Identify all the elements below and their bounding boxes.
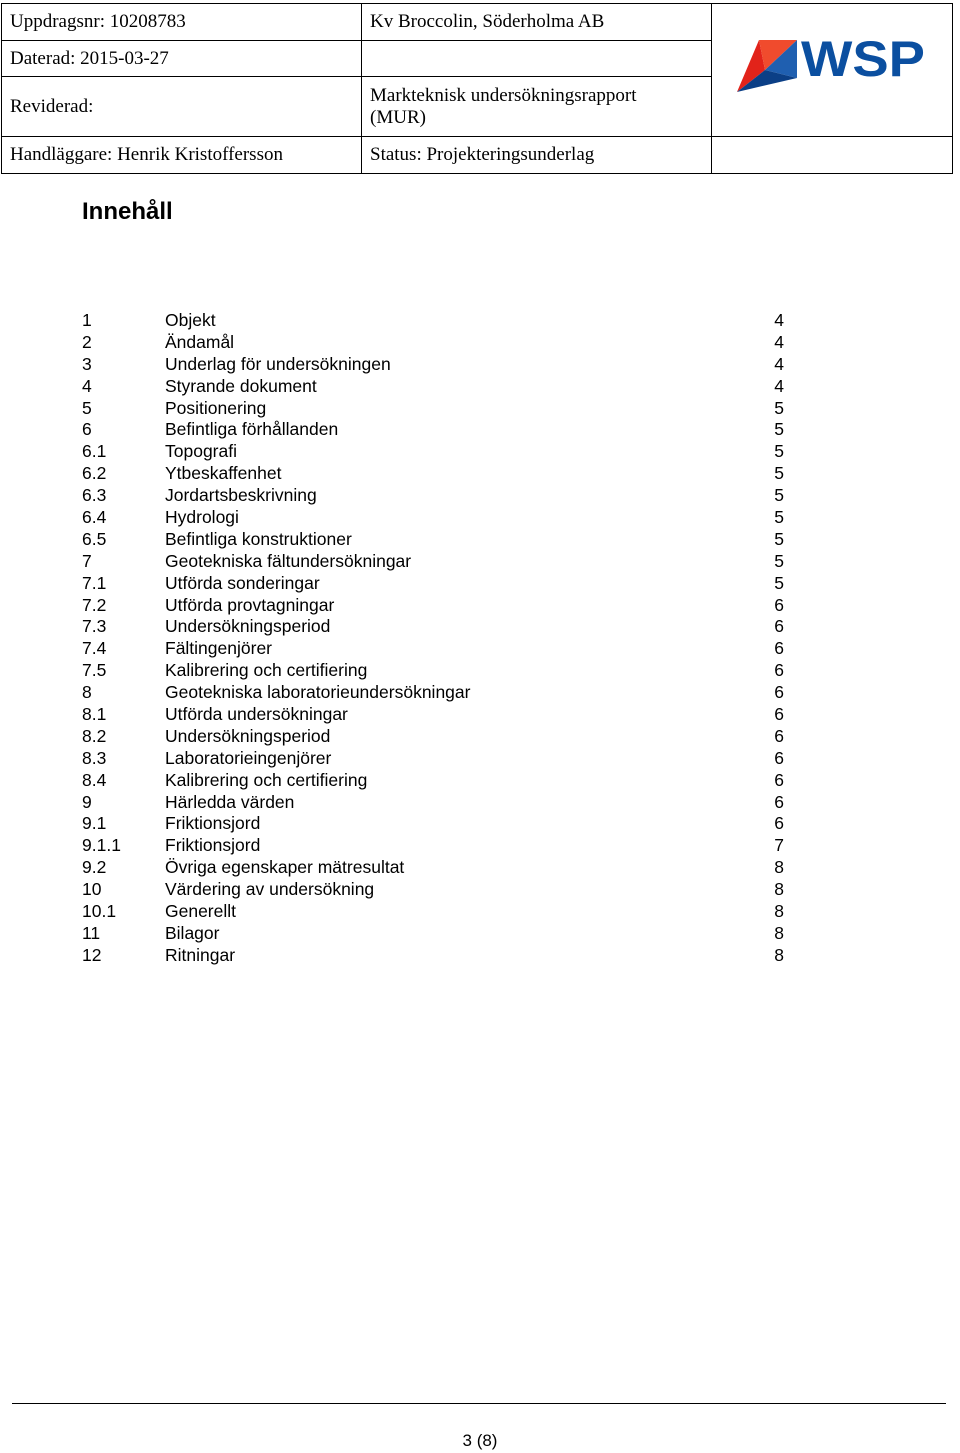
project-name: Kv Broccolin, Söderholma AB <box>362 4 712 41</box>
toc-entry[interactable] <box>82 507 784 529</box>
toc-entry-number: 10 <box>82 879 102 900</box>
toc-entry-title: Objekt <box>165 310 216 330</box>
toc-entry-number: 2 <box>82 331 92 352</box>
toc-entry-title: Värdering av undersökning <box>165 879 375 900</box>
toc-entry[interactable] <box>82 332 784 354</box>
toc-entry-title: Topografi <box>165 441 237 462</box>
toc-entry[interactable] <box>82 945 784 967</box>
toc-entry-number: 7.4 <box>82 638 107 659</box>
toc-entry-page: 6 <box>774 769 784 790</box>
toc-entry-page: 8 <box>774 879 784 900</box>
toc-entry-number: 7 <box>82 550 92 571</box>
toc-entry-number: 9.1 <box>82 813 107 834</box>
toc-entry-number: 7.5 <box>82 660 107 681</box>
toc-entry-page: 6 <box>774 704 784 725</box>
toc-entry-title: Utförda sonderingar <box>165 572 320 593</box>
toc-entry[interactable] <box>82 792 784 814</box>
toc-entry-number: 4 <box>82 375 92 396</box>
toc-entry[interactable] <box>82 441 784 463</box>
toc-entry-number: 1 <box>82 310 92 330</box>
toc-entry-number: 9.1.1 <box>82 835 121 856</box>
table-of-contents <box>82 310 784 967</box>
toc-entry-number: 8.1 <box>82 704 107 725</box>
toc-entry[interactable] <box>82 726 784 748</box>
toc-entry-page: 5 <box>774 441 784 462</box>
toc-entry-number: 6 <box>82 419 92 440</box>
toc-entry-page: 5 <box>774 419 784 440</box>
toc-entry[interactable] <box>82 354 784 376</box>
footer-divider <box>12 1403 946 1404</box>
toc-entry-page: 8 <box>774 857 784 878</box>
toc-entry[interactable] <box>82 704 784 726</box>
toc-entry-number: 7.1 <box>82 572 107 593</box>
toc-entry-title: Geotekniska fältundersökningar <box>165 550 412 571</box>
toc-entry-number: 10.1 <box>82 901 117 922</box>
toc-entry-title: Friktionsjord <box>165 835 261 856</box>
toc-entry-title: Generellt <box>165 901 237 922</box>
empty-cell <box>362 41 712 77</box>
case-officer: Handläggare: Henrik Kristoffersson <box>2 137 362 174</box>
report-type-line2: (MUR) <box>370 106 426 128</box>
toc-entry[interactable] <box>82 398 784 420</box>
toc-entry[interactable] <box>82 660 784 682</box>
toc-entry-title: Kalibrering och certifiering <box>165 660 368 681</box>
toc-entry-page: 5 <box>774 528 784 549</box>
toc-entry[interactable] <box>82 923 784 945</box>
report-type-line1: Markteknisk undersökningsrapport <box>370 84 637 106</box>
page-number: 3 (8) <box>462 1431 498 1450</box>
toc-entry-number: 9.2 <box>82 857 107 878</box>
toc-entry-page: 5 <box>774 397 784 418</box>
empty-cell <box>712 137 953 174</box>
toc-entry[interactable] <box>82 901 784 923</box>
logo-cell <box>712 4 953 137</box>
toc-entry-number: 6.2 <box>82 463 107 484</box>
toc-title: Innehåll <box>82 198 173 225</box>
toc-entry-page: 6 <box>774 682 784 703</box>
assignment-number: Uppdragsnr: 10208783 <box>2 4 362 41</box>
toc-entry-page: 8 <box>774 944 784 965</box>
toc-entry[interactable] <box>82 310 784 332</box>
toc-entry-title: Bilagor <box>165 922 220 943</box>
toc-entry-page: 5 <box>774 572 784 593</box>
toc-entry-title: Geotekniska laboratorieundersökningar <box>165 682 471 703</box>
toc-entry[interactable] <box>82 376 784 398</box>
toc-entry[interactable] <box>82 463 784 485</box>
wsp-logo <box>737 32 927 102</box>
toc-entry[interactable] <box>82 551 784 573</box>
toc-entry-number: 7.2 <box>82 594 107 615</box>
toc-entry[interactable] <box>82 616 784 638</box>
toc-entry-page: 5 <box>774 550 784 571</box>
toc-entry-page: 6 <box>774 725 784 746</box>
toc-entry-number: 6.3 <box>82 485 107 506</box>
toc-entry[interactable] <box>82 419 784 441</box>
toc-entry-title: Härledda värden <box>165 791 295 812</box>
toc-entry-page: 5 <box>774 507 784 528</box>
toc-entry-number: 6.1 <box>82 441 107 462</box>
toc-entry-title: Befintliga förhållanden <box>165 419 339 440</box>
toc-entry[interactable] <box>82 748 784 770</box>
toc-entry-number: 8.3 <box>82 747 107 768</box>
toc-entry-title: Positionering <box>165 397 267 418</box>
toc-entry-page: 6 <box>774 747 784 768</box>
toc-entry-page: 4 <box>774 375 784 396</box>
toc-entry-title: Övriga egenskaper mätresultat <box>165 857 405 878</box>
toc-entry-number: 9 <box>82 791 92 812</box>
toc-entry-page: 6 <box>774 660 784 681</box>
report-type <box>362 77 712 137</box>
toc-entry-title: Kalibrering och certifiering <box>165 769 368 790</box>
toc-entry-page: 4 <box>774 353 784 374</box>
toc-entry[interactable] <box>82 529 784 551</box>
revised-date: Reviderad: <box>2 77 362 137</box>
toc-entry-number: 12 <box>82 944 102 965</box>
toc-entry-number: 8 <box>82 682 92 703</box>
toc-entry-title: Jordartsbeskrivning <box>165 485 317 506</box>
toc-entry-title: Utförda undersökningar <box>165 704 348 725</box>
toc-entry-page: 4 <box>774 310 784 330</box>
toc-entry-page: 6 <box>774 791 784 812</box>
toc-entry-number: 8.4 <box>82 769 107 790</box>
toc-entry-number: 11 <box>82 922 101 943</box>
toc-entry[interactable] <box>82 595 784 617</box>
toc-entry[interactable] <box>82 770 784 792</box>
toc-entry[interactable] <box>82 573 784 595</box>
toc-entry-title: Ritningar <box>165 944 236 965</box>
wsp-logo-text: WSP <box>801 32 925 87</box>
toc-entry[interactable] <box>82 638 784 660</box>
toc-entry-page: 4 <box>774 331 784 352</box>
document-header <box>1 3 953 174</box>
toc-entry-title: Styrande dokument <box>165 375 317 396</box>
toc-entry-number: 6.4 <box>82 507 107 528</box>
toc-entry-title: Utförda provtagningar <box>165 594 335 615</box>
toc-entry-title: Fältingenjörer <box>165 638 272 659</box>
toc-entry-title: Ändamål <box>165 331 235 352</box>
toc-entry-title: Undersökningsperiod <box>165 725 331 746</box>
toc-entry-page: 6 <box>774 638 784 659</box>
toc-entry-number: 5 <box>82 397 92 418</box>
toc-entry-page: 6 <box>774 616 784 637</box>
toc-entry-title: Laboratorieingenjörer <box>165 747 332 768</box>
toc-entry-title: Undersökningsperiod <box>165 616 331 637</box>
toc-entry-page: 6 <box>774 813 784 834</box>
toc-entry-page: 5 <box>774 485 784 506</box>
toc-entry-page: 8 <box>774 922 784 943</box>
toc-entry-title: Befintliga konstruktioner <box>165 528 352 549</box>
toc-entry-number: 7.3 <box>82 616 107 637</box>
toc-entry-page: 6 <box>774 594 784 615</box>
toc-entry-page: 7 <box>774 835 784 856</box>
toc-entry[interactable] <box>82 857 784 879</box>
toc-entry-title: Ytbeskaffenhet <box>165 463 282 484</box>
toc-entry[interactable] <box>82 682 784 704</box>
toc-entry[interactable] <box>82 813 784 835</box>
document-status: Status: Projekteringsunderlag <box>362 137 712 174</box>
toc-entry-title: Friktionsjord <box>165 813 261 834</box>
toc-entry[interactable] <box>82 485 784 507</box>
toc-entry-number: 6.5 <box>82 528 107 549</box>
toc-entry-number: 8.2 <box>82 725 107 746</box>
toc-entry-number: 3 <box>82 353 92 374</box>
toc-entry-page: 5 <box>774 463 784 484</box>
wsp-logo-mark <box>737 40 797 92</box>
toc-entry-title: Hydrologi <box>165 507 239 528</box>
date-created: Daterad: 2015-03-27 <box>2 41 362 77</box>
toc-entry-title: Underlag för undersökningen <box>165 353 391 374</box>
toc-entry[interactable] <box>82 879 784 901</box>
toc-entry-page: 8 <box>774 901 784 922</box>
toc-entry[interactable] <box>82 835 784 857</box>
